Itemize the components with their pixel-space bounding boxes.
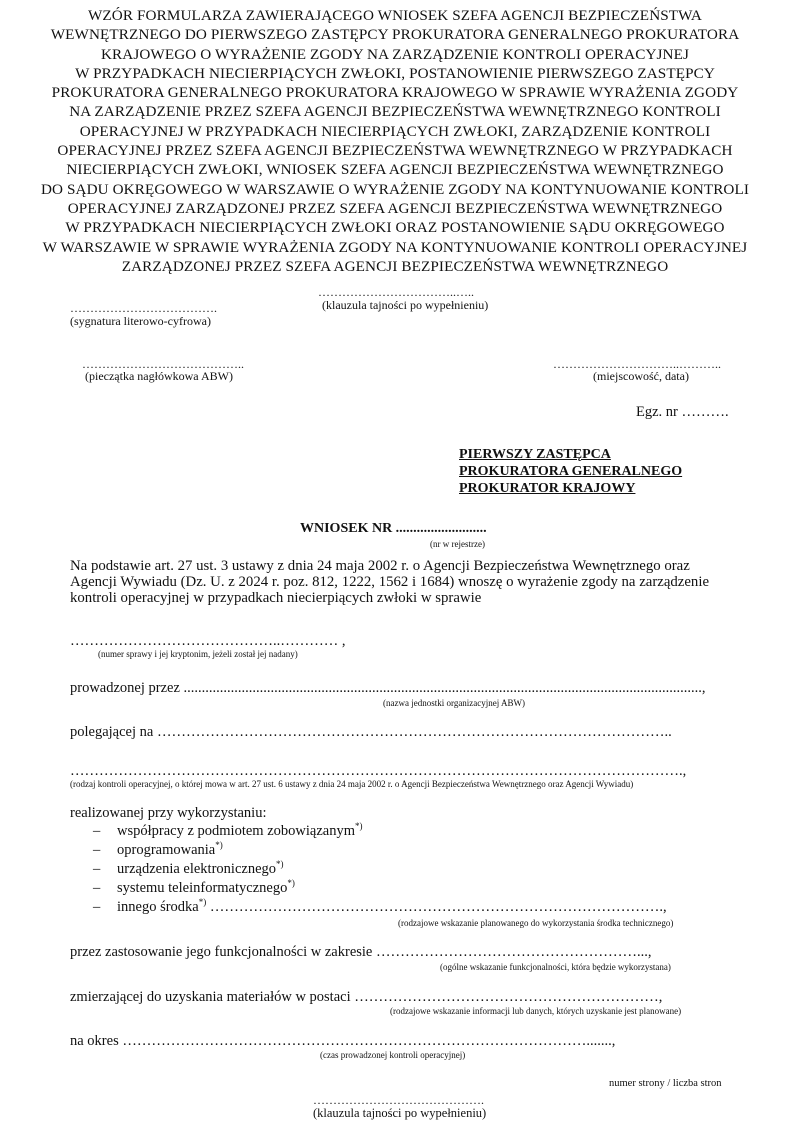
case-number-dots: ……………………………………..………… , — [70, 633, 346, 649]
list-item-other — [93, 899, 667, 916]
stamp-dots: ………………………………….. — [82, 357, 244, 371]
realized-label: realizowanej przy wykorzystaniu: — [70, 805, 267, 821]
footnote-mark: *) — [215, 840, 223, 851]
consisting-line: polegającej na …………………………………………………………………………………………….. — [70, 724, 672, 740]
clause-label-top: (klauzula tajności po wypełnieniu) — [322, 298, 489, 312]
materials-line: zmierzającej do uzyskania materiałów w postaci ………………………………………………………, — [70, 989, 663, 1005]
list-item-software — [93, 842, 223, 859]
request-title-sub: (nr w rejestrze) — [430, 539, 485, 549]
functionality-line: przez zastosowanie jego funkcjonalności w zakresie ………………………………………………..., — [70, 944, 652, 960]
means-label: (rodzajowe wskazanie planowanego do wykorzystania środka technicznego) — [398, 918, 674, 928]
title-line: OPERACYJNEJ ZARZĄDZONEJ PRZEZ SZEFA AGENCJI BEZPIECZEŃSTWA WEWNĘTRZNEGO — [67, 199, 723, 217]
title-line: WEWNĘTRZNEGO DO PIERWSZEGO ZASTĘPCY PROKURATORA GENERALNEGO PROKURATORA — [50, 26, 740, 44]
signature-label: (sygnatura literowo-cyfrowa) — [70, 314, 211, 328]
materials-label: (rodzajowe wskazanie informacji lub danych, których uzyskanie jest planowane) — [390, 1006, 682, 1016]
clause-dots-bottom: ……………………………………. — [313, 1093, 484, 1107]
list-tail-dots: …………………………………………………………………………………., — [206, 899, 667, 915]
title-line: NA ZARZĄDZENIE PRZEZ SZEFA AGENCJI BEZPIECZEŃSTWA WEWNĘTRZNEGO KONTROLI — [69, 103, 721, 121]
footnote-mark: *) — [198, 897, 207, 908]
addressee-line: PIERWSZY ZASTĘPCA — [459, 447, 611, 462]
footnote-mark: *) — [287, 878, 295, 889]
list-text: współpracy z podmiotem zobowiązanym — [117, 823, 355, 839]
clause-dots-top: ……………………………..….. — [318, 285, 474, 299]
request-title: WNIOSEK NR .......................... — [300, 521, 487, 536]
list-dash: – — [93, 842, 101, 858]
footnote-mark: *) — [276, 859, 284, 870]
title-line: ZARZĄDZONEJ PRZEZ SZEFA AGENCJI BEZPIECZEŃSTWA WEWNĘTRZNEGO — [121, 257, 669, 275]
functionality-label: (ogólne wskazanie funkcjonalności, która będzie wykorzystana) — [440, 962, 671, 972]
conducted-by-line: prowadzonej przez ..............................................................................................................................................., — [70, 680, 706, 696]
list-dash: – — [93, 880, 101, 896]
list-dash: – — [93, 861, 101, 877]
list-text: systemu teleinformatycznego — [117, 880, 288, 896]
signature-dots: ………………………………. — [70, 301, 217, 315]
intro-line: kontroli operacyjnej w przypadkach niecierpiących zwłoki w sprawie — [70, 590, 482, 606]
conducted-by-label: (nazwa jednostki organizacyjnej ABW) — [383, 698, 526, 708]
footnote-mark: *) — [354, 821, 363, 832]
list-text: urządzenia elektronicznego — [117, 861, 277, 877]
title-line: OPERACYJNEJ W PRZYPADKACH NIECIERPIĄCYCH ZWŁOKI, ZARZĄDZENIE KONTROLI — [79, 122, 711, 140]
list-text: innego środka — [117, 899, 199, 915]
title-line: KRAJOWEGO O WYRAŻENIE ZGODY NA ZARZĄDZENIE KONTROLI OPERACYJNEJ — [100, 45, 689, 63]
place-date-label: (miejscowość, data) — [593, 369, 689, 383]
title-line: W WARSZAWIE W SPRAWIE WYRAŻENIA ZGODY NA KONTYNUOWANIE KONTROLI OPERACYJNEJ — [42, 238, 748, 256]
list-dash: – — [93, 899, 101, 915]
addressee-line: PROKURATOR KRAJOWY — [459, 481, 636, 496]
title-line: OPERACYJNEJ PRZEZ SZEFA AGENCJI BEZPIECZEŃSTWA WEWNĘTRZNEGO W PRZYPADKACH — [57, 142, 733, 160]
list-item-device — [93, 861, 284, 878]
consisting-label: (rodzaj kontroli operacyjnej, o której mowa w art. 27 ust. 6 ustawy z dnia 24 maja 2002 r. o Agencji Bezpieczeństwa Wewnętrznego oraz Agencji Wywiadu) — [70, 779, 634, 789]
list-dash: – — [93, 823, 101, 839]
consisting-dots: ………………………………………………………………………………………………………………., — [70, 763, 687, 779]
case-number-label: (numer sprawy i jej kryptonim, jeżeli został jej nadany) — [98, 649, 298, 659]
copy-number: Egz. nr ………. — [636, 404, 729, 420]
addressee-block — [459, 446, 682, 497]
list-item-cooperation — [93, 823, 362, 840]
document-title — [0, 6, 790, 276]
period-label: (czas prowadzonej kontroli operacyjnej) — [320, 1050, 466, 1060]
title-line: WZÓR FORMULARZA ZAWIERAJĄCEGO WNIOSEK SZEFA AGENCJI BEZPIECZEŃSTWA — [88, 7, 702, 24]
addressee-line: PROKURATORA GENERALNEGO — [459, 464, 683, 479]
clause-label-bottom: (klauzula tajności po wypełnieniu) — [313, 1106, 487, 1120]
intro-line: Agencji Wywiadu (Dz. U. z 2024 r. poz. 812, 1222, 1562 i 1684) wnoszę o wyrażenie zgody na zarządzenie — [70, 574, 710, 590]
period-line: na okres ……………………………………………………………………………………......., — [70, 1033, 616, 1049]
title-line: DO SĄDU OKRĘGOWEGO W WARSZAWIE O WYRAŻENIE ZGODY NA KONTYNUOWANIE KONTROLI — [40, 180, 750, 198]
intro-paragraph — [70, 558, 709, 606]
list-item-system — [93, 880, 295, 897]
intro-line: Na podstawie art. 27 ust. 3 ustawy z dnia 24 maja 2002 r. o Agencji Bezpieczeństwa Wewnętrznego oraz — [70, 558, 690, 574]
stamp-label: (pieczątka nagłówkowa ABW) — [85, 369, 233, 383]
title-line: NIECIERPIĄCYCH ZWŁOKI, WNIOSEK SZEFA AGENCJI BEZPIECZEŃSTWA WEWNĘTRZNEGO — [66, 161, 724, 179]
page-count-label: numer strony / liczba stron — [609, 1078, 722, 1089]
place-date-dots: …………………………..……….. — [553, 357, 721, 371]
title-line: W PRZYPADKACH NIECIERPIĄCYCH ZWŁOKI ORAZ POSTANOWIENIE SĄDU OKRĘGOWEGO — [65, 219, 725, 237]
title-line: PROKURATORA GENERALNEGO PROKURATORA KRAJOWEGO W SPRAWIE WYRAŻENIA ZGODY — [51, 84, 739, 102]
title-line: W PRZYPADKACH NIECIERPIĄCYCH ZWŁOKI, POSTANOWIENIE PIERWSZEGO ZASTĘPCY — [75, 64, 715, 82]
list-text: oprogramowania — [117, 842, 216, 858]
